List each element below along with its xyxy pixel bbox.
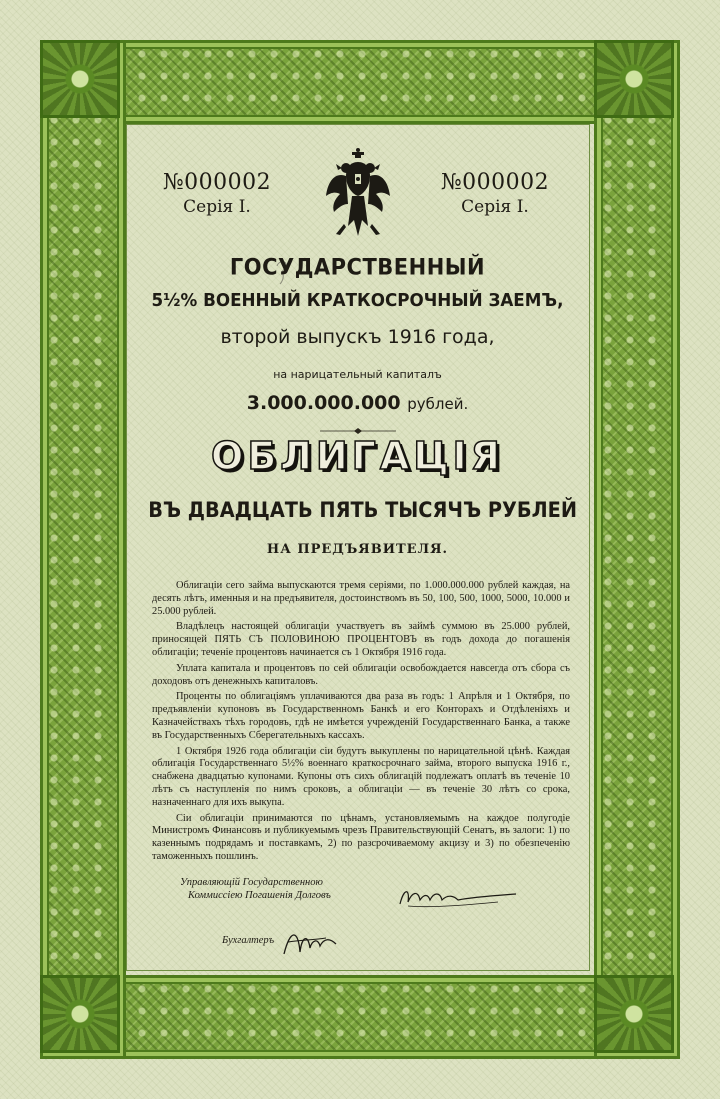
accountant-signature-caption: Бухгалтеръ xyxy=(222,935,275,946)
double-headed-eagle-emblem-icon xyxy=(322,146,394,242)
terms-paragraph: Уплата капитала и процентовъ по сей облигаціи освобождается навсегда отъ сбора съ доходовъ отъ денежныхъ капиталовъ. xyxy=(152,662,570,687)
corner-rosette-icon xyxy=(594,40,674,118)
heading-line-4: на нарицательный капиталъ xyxy=(273,368,442,381)
ornamental-border-right xyxy=(594,40,680,1059)
heading-line-2: 5½% ВОЕННЫЙ КРАТКОСРОЧНЫЙ ЗАЕМЪ, xyxy=(151,290,564,311)
serial-number: №000002 xyxy=(162,170,272,195)
document-title: ОБЛИГАЦІЯ xyxy=(211,434,504,478)
manager-signature-caption xyxy=(172,876,331,902)
handwritten-signature xyxy=(398,884,518,910)
heading-line-1: ГОСУДАРСТВЕННЫЙ xyxy=(229,254,486,280)
bond-content xyxy=(130,124,585,969)
corner-rosette-icon xyxy=(594,975,674,1053)
terms-paragraph: Проценты по облигаціямъ уплачиваются два раза въ годъ: 1 Апрѣля и 1 Октября, по предъявленіи купоновъ въ Государственномъ Банкѣ и его Конторахъ и Отдѣленіяхъ и Казначействахъ тѣхъ городовъ, гдѣ не имѣется учрежденій Государственнаго Банка, а также въ Государственныхъ Сберегательныхъ кассахъ. xyxy=(152,691,570,741)
terms-paragraph: Облигаціи сего займа выпускаются тремя серіями, по 1.000.000.000 рублей каждая, на десять лѣтъ, именныя и на предъявителя, достоинствомъ въ 50, 100, 500, 1000, 5000, 10.000 и 25.000 рублей. xyxy=(152,580,570,617)
manager-title-line-2: Коммиссіею Погашенія Долговъ xyxy=(188,890,331,901)
corner-rosette-icon xyxy=(40,975,120,1053)
terms-paragraph: Владѣлецъ настоящей облигаціи участвуетъ въ займѣ суммою въ 25.000 рублей, приносящей ПЯТЬ СЪ ПОЛОВИНОЮ ПРОЦЕНТОВЪ въ годъ дохода до погашенія облигаціи; теченіе процентовъ начинается съ 1 Октября 1916 года. xyxy=(152,621,570,658)
capital-amount-unit: рублей. xyxy=(407,395,469,413)
serial-number: №000002 xyxy=(440,170,550,195)
terms-paragraph: 1 Октября 1926 года облигаціи сіи будутъ выкуплены по нарицательной цѣнѣ. Каждая облигація Государственнаго 5½% военнаго краткосрочнаго займа, второго выпуска 1916 г., снабжена двадцатью купонами. Купоны отъ сихъ облигацій подлежатъ оплатѣ въ теченіе 10 лѣтъ съ наступленія по нимъ сроковъ, а облигаціи — въ теченіе 30 лѣтъ со срока, назначеннаго для ихъ выкупа. xyxy=(152,745,570,808)
series-label: Серія I. xyxy=(183,197,251,217)
ornamental-border-bottom xyxy=(40,975,680,1059)
serial-number-left xyxy=(152,170,282,217)
bearer-label: НА ПРЕДЪЯВИТЕЛЯ. xyxy=(266,542,449,557)
capital-amount-value: 3.000.000.000 xyxy=(246,392,401,414)
ornamental-border-top xyxy=(40,40,680,124)
handwritten-signature xyxy=(280,924,340,962)
heading-line-3: второй выпускъ 1916 года, xyxy=(220,326,495,348)
capital-amount xyxy=(130,392,585,414)
corner-rosette-icon xyxy=(40,40,120,118)
serial-number-right xyxy=(430,170,560,217)
terms-paragraph: Сіи облигаціи принимаются по цѣнамъ, установляемымъ на каждое полугодіе Министромъ Финансовъ и публикуемымъ чрезъ Правительствующій Сенатъ, въ залоги: 1) по казеннымъ подрядамъ и поставкамъ, 2) по разсрочиваемому акцизу и 3) по обезпеченію таможенныхъ пошлинъ. xyxy=(152,812,570,862)
denomination: ВЪ ДВАДЦАТЬ ПЯТЬ ТЫСЯЧЪ РУБЛЕЙ xyxy=(148,498,578,522)
ornamental-border-left xyxy=(40,40,126,1059)
manager-title-line-1: Управляющій Государственною xyxy=(179,877,323,888)
series-label: Серія I. xyxy=(461,197,529,217)
terms-text xyxy=(152,580,570,867)
